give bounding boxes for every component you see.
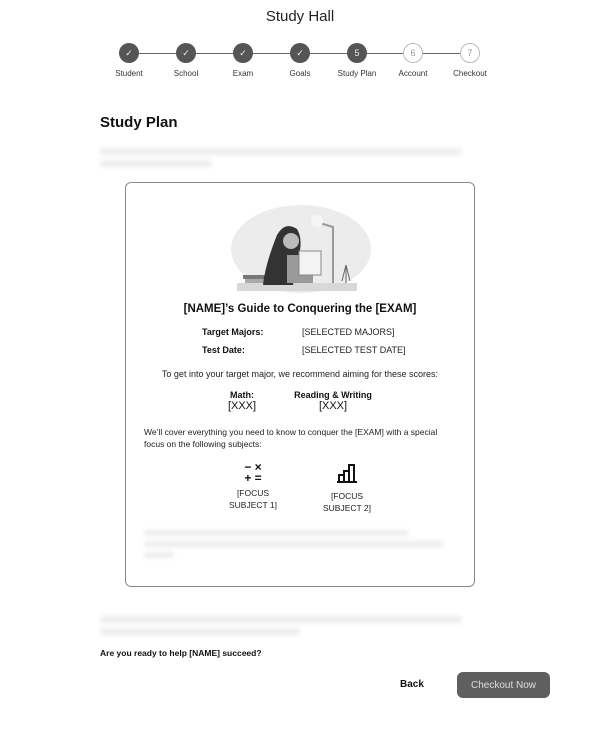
- target-majors-label: Target Majors:: [202, 327, 264, 337]
- score-value: [XXX]: [227, 400, 257, 412]
- check-icon: ✓: [290, 43, 310, 63]
- math-score: [217, 390, 267, 412]
- blurred-text: [144, 541, 444, 547]
- step-label: School: [173, 69, 199, 78]
- step-label: Student: [115, 69, 143, 78]
- blurred-text: [144, 552, 174, 558]
- subject-label: SUBJECT 1]: [228, 500, 278, 510]
- reading-writing-score: [283, 390, 383, 412]
- step-number: 7: [460, 43, 480, 63]
- step-account[interactable]: [385, 43, 441, 78]
- step-study-plan[interactable]: [329, 43, 385, 78]
- illustration-wrap: [144, 205, 456, 295]
- checkout-now-button[interactable]: Checkout Now: [457, 672, 550, 698]
- guide-heading: [NAME]’s Guide to Conquering the [EXAM]: [183, 303, 417, 315]
- blurred-paragraph: [144, 530, 456, 558]
- step-exam[interactable]: [215, 43, 271, 78]
- check-icon: ✓: [176, 43, 196, 63]
- focus-subject-2: [312, 462, 382, 514]
- back-button[interactable]: Back: [400, 679, 424, 690]
- target-majors-value: [SELECTED MAJORS]: [302, 327, 395, 337]
- step-school[interactable]: [158, 43, 214, 78]
- step-number: 5: [347, 43, 367, 63]
- subject-label: [FOCUS: [236, 488, 270, 498]
- step-goals[interactable]: [272, 43, 328, 78]
- blurred-text: [100, 616, 462, 623]
- app-title: Study Hall: [265, 8, 335, 25]
- page-title: Study Plan: [100, 114, 178, 131]
- blurred-text: [100, 148, 462, 155]
- step-label: Study Plan: [337, 69, 377, 78]
- step-label: Checkout: [453, 69, 487, 78]
- cover-text-block: [144, 426, 456, 450]
- cover-text: We’ll cover everything you need to know to conquer the [EXAM] with a special: [144, 427, 438, 437]
- bar-chart-icon: [335, 462, 359, 484]
- test-date-label: Test Date:: [202, 345, 245, 355]
- student-reading-illustration: [229, 205, 371, 295]
- score-label: Math:: [230, 390, 254, 400]
- math-operators-icon: − × + =: [244, 460, 262, 485]
- step-number: 6: [403, 43, 423, 63]
- blurred-text: [100, 628, 300, 635]
- test-date-value: [SELECTED TEST DATE]: [302, 345, 406, 355]
- blurred-text: [100, 160, 212, 167]
- blurred-text: [144, 530, 409, 536]
- ready-question: Are you ready to help [NAME] succeed?: [100, 648, 262, 658]
- cover-text: focus on the following subjects:: [144, 439, 262, 449]
- score-label: Reading & Writing: [294, 390, 372, 400]
- focus-subject-1: [218, 462, 288, 514]
- score-value: [XXX]: [318, 400, 348, 412]
- subject-label: [FOCUS: [330, 491, 364, 501]
- step-label: Exam: [232, 69, 254, 78]
- step-label: Account: [398, 69, 428, 78]
- study-plan-card: [125, 182, 475, 587]
- check-icon: ✓: [119, 43, 139, 63]
- step-label: Goals: [289, 69, 311, 78]
- recommend-text: To get into your target major, we recommend aiming for these scores:: [161, 369, 439, 379]
- step-checkout[interactable]: [442, 43, 498, 78]
- step-student[interactable]: [101, 43, 157, 78]
- subject-label: SUBJECT 2]: [322, 503, 372, 513]
- check-icon: ✓: [233, 43, 253, 63]
